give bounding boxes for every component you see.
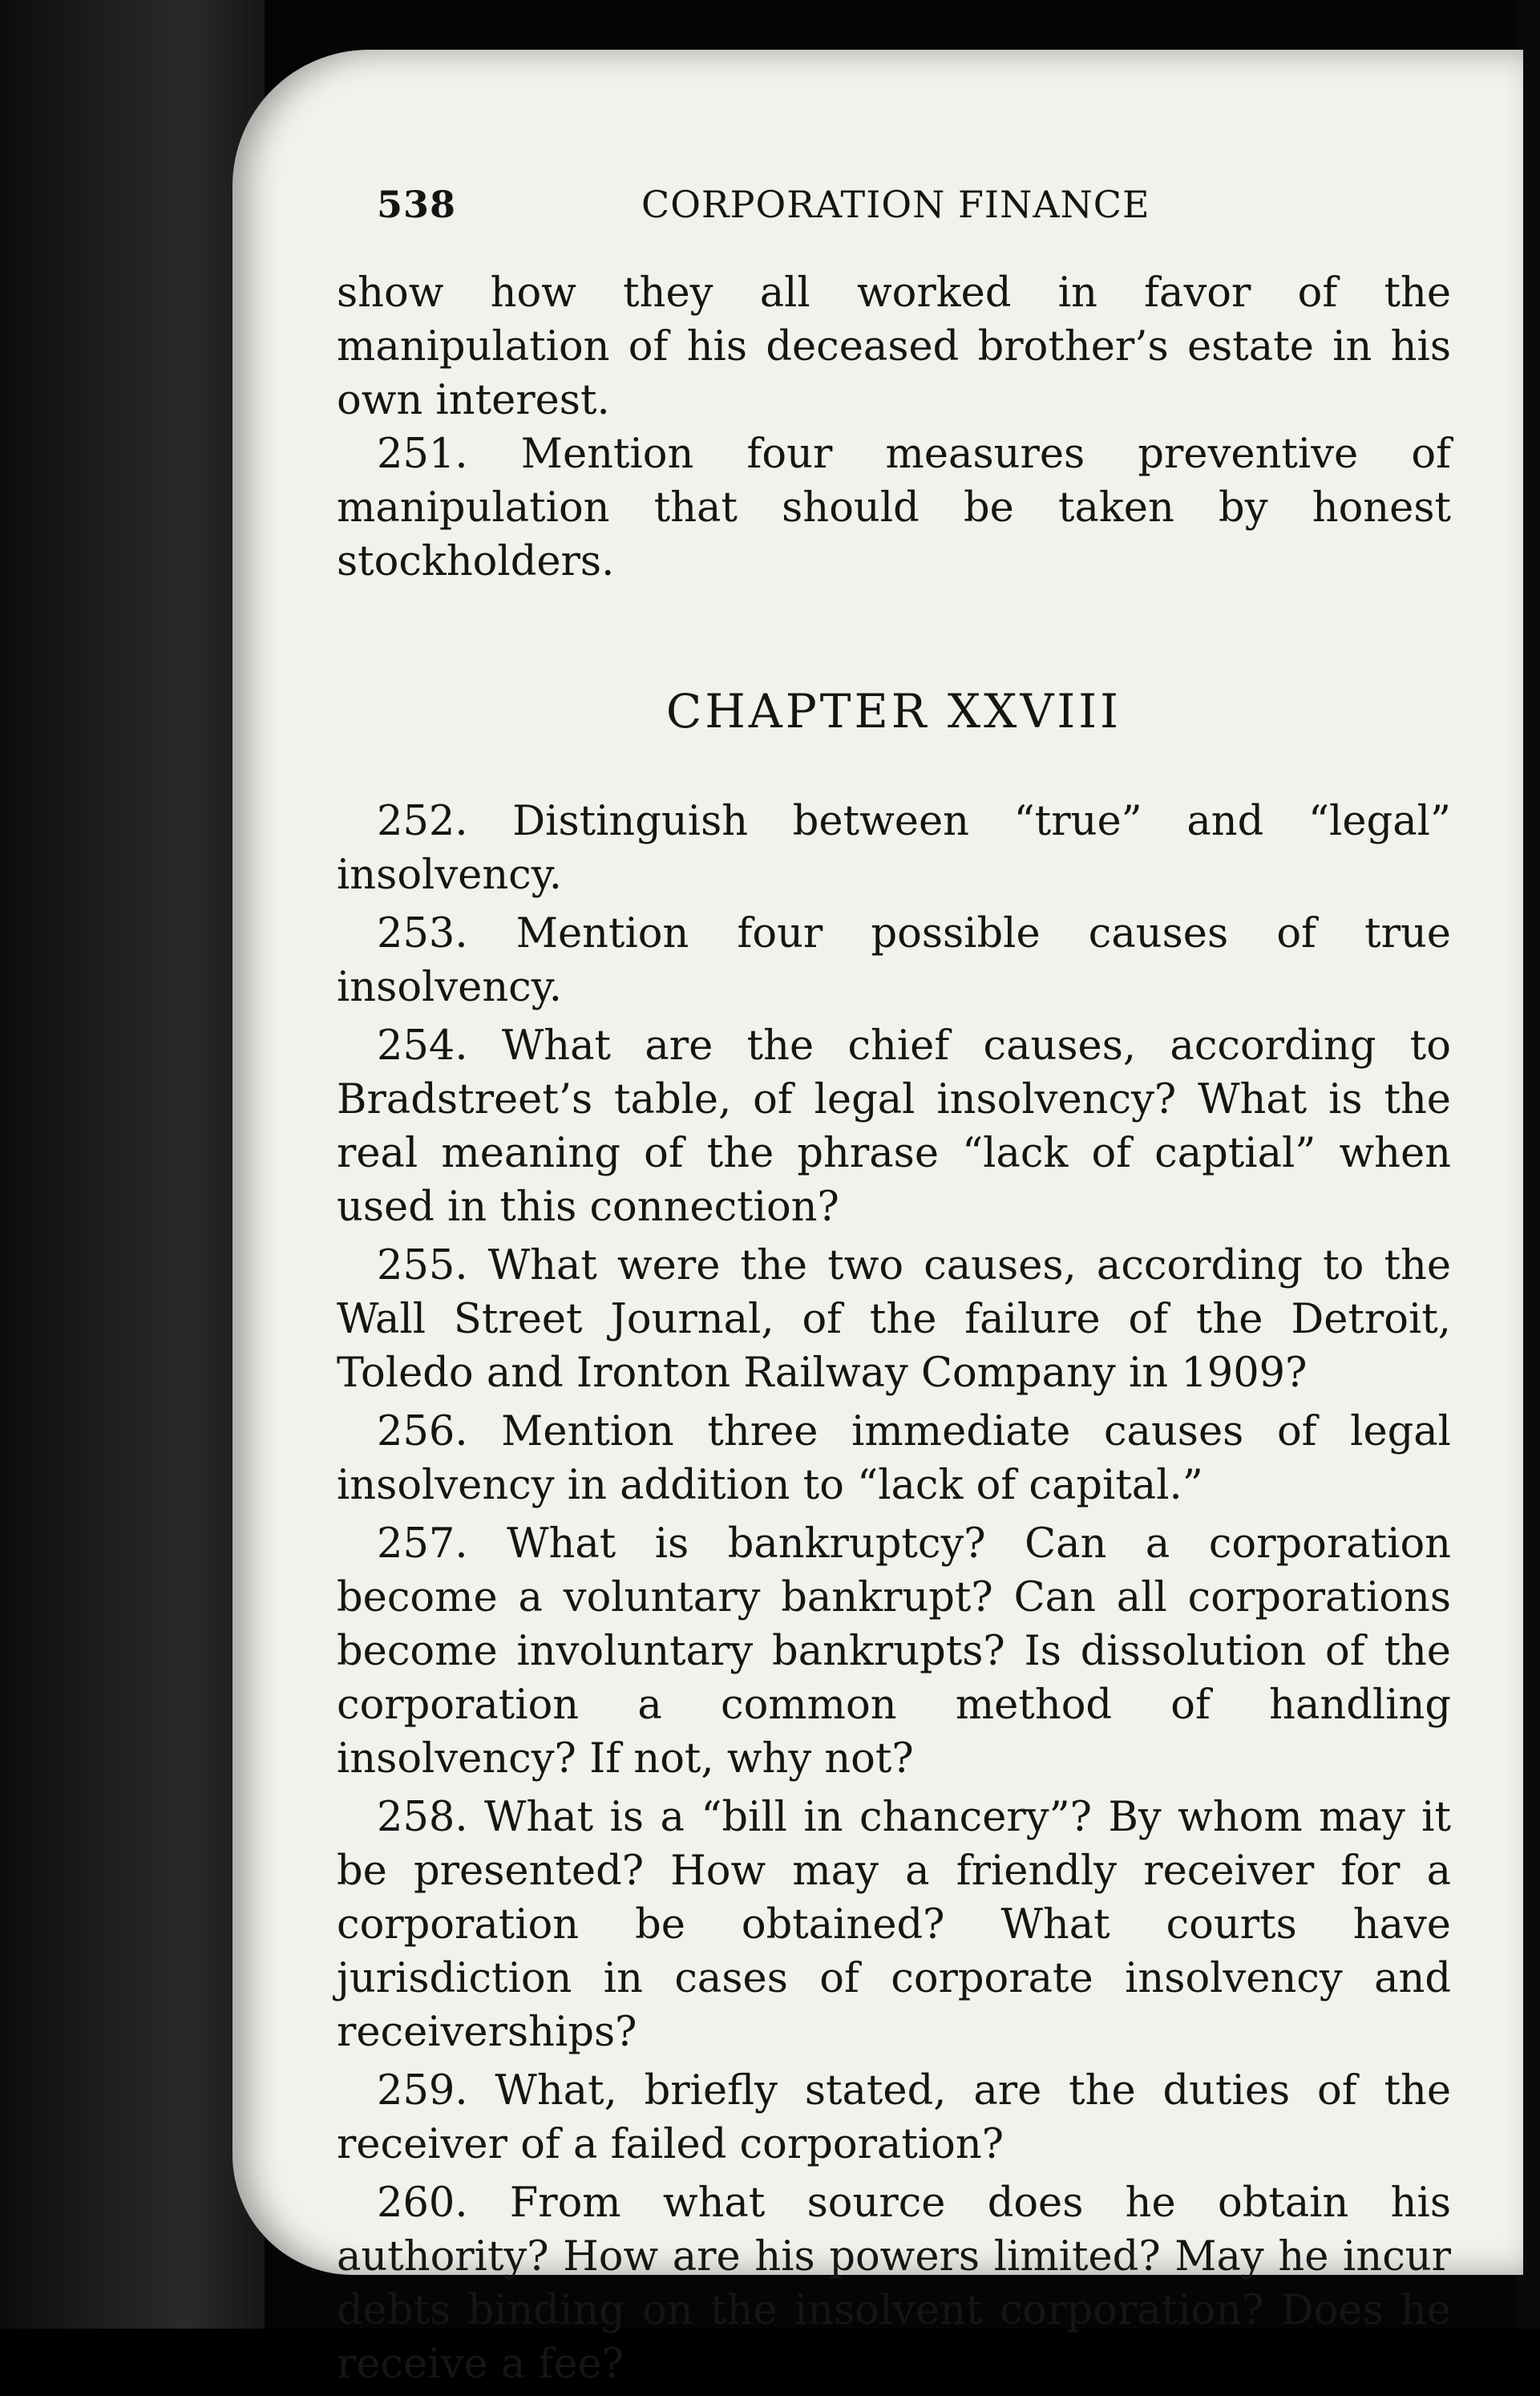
question-259: 259. What, briefly stated, are the duties of the receiver of a failed corporation? [337,2067,1451,2168]
continuation-paragraph: show how they all worked in favor of the manipulation of his deceased brother’s estate in his own interest. [337,269,1451,424]
question-260: 260. From what source does he obtain his authority? How are his powers limited? May he incur debts binding on the insolvent corporation? Does he receive a fee? [337,2179,1451,2388]
question-256: 256. Mention three immediate causes of legal insolvency in addition to “lack of capital.” [337,1408,1451,1509]
book-page [232,50,1523,2388]
chapter-heading: CHAPTER XXVIII [665,684,1122,739]
question-255: 255. What were the two causes, according to the Wall Street Journal, of the failure of the Detroit, Toledo and Ironton Railway Company in 1909? [337,1242,1451,1397]
running-title: CORPORATION FINANCE [641,183,1150,226]
question-252: 252. Distinguish between “true” and “legal” insolvency. [337,798,1451,899]
question-254: 254. What are the chief causes, according to Bradstreet’s table, of legal insolvency? What is the real meaning of the phrase “lack of captial” when used in this connection? [337,1022,1451,1231]
page-number: 538 [377,183,457,226]
question-251: 251. Mention four measures preventive of manipulation that should be taken by honest stockholders. [337,431,1451,585]
question-258: 258. What is a “bill in chancery”? By whom may it be presented? How may a friendly receiver for a corporation be obtained? What courts have jurisdiction in cases of corporate insolvency and receiverships? [337,1794,1451,2056]
running-head [377,178,1451,242]
book-binding [0,0,265,2329]
question-257: 257. What is bankruptcy? Can a corporation become a voluntary bankrupt? Can all corporations become involuntary bankrupts? Is dissolution of the corporation a common method of handling insolvency? If not, why not? [337,1520,1451,1783]
question-253: 253. Mention four possible causes of true insolvency. [337,910,1451,1011]
page-text [337,178,1451,2396]
